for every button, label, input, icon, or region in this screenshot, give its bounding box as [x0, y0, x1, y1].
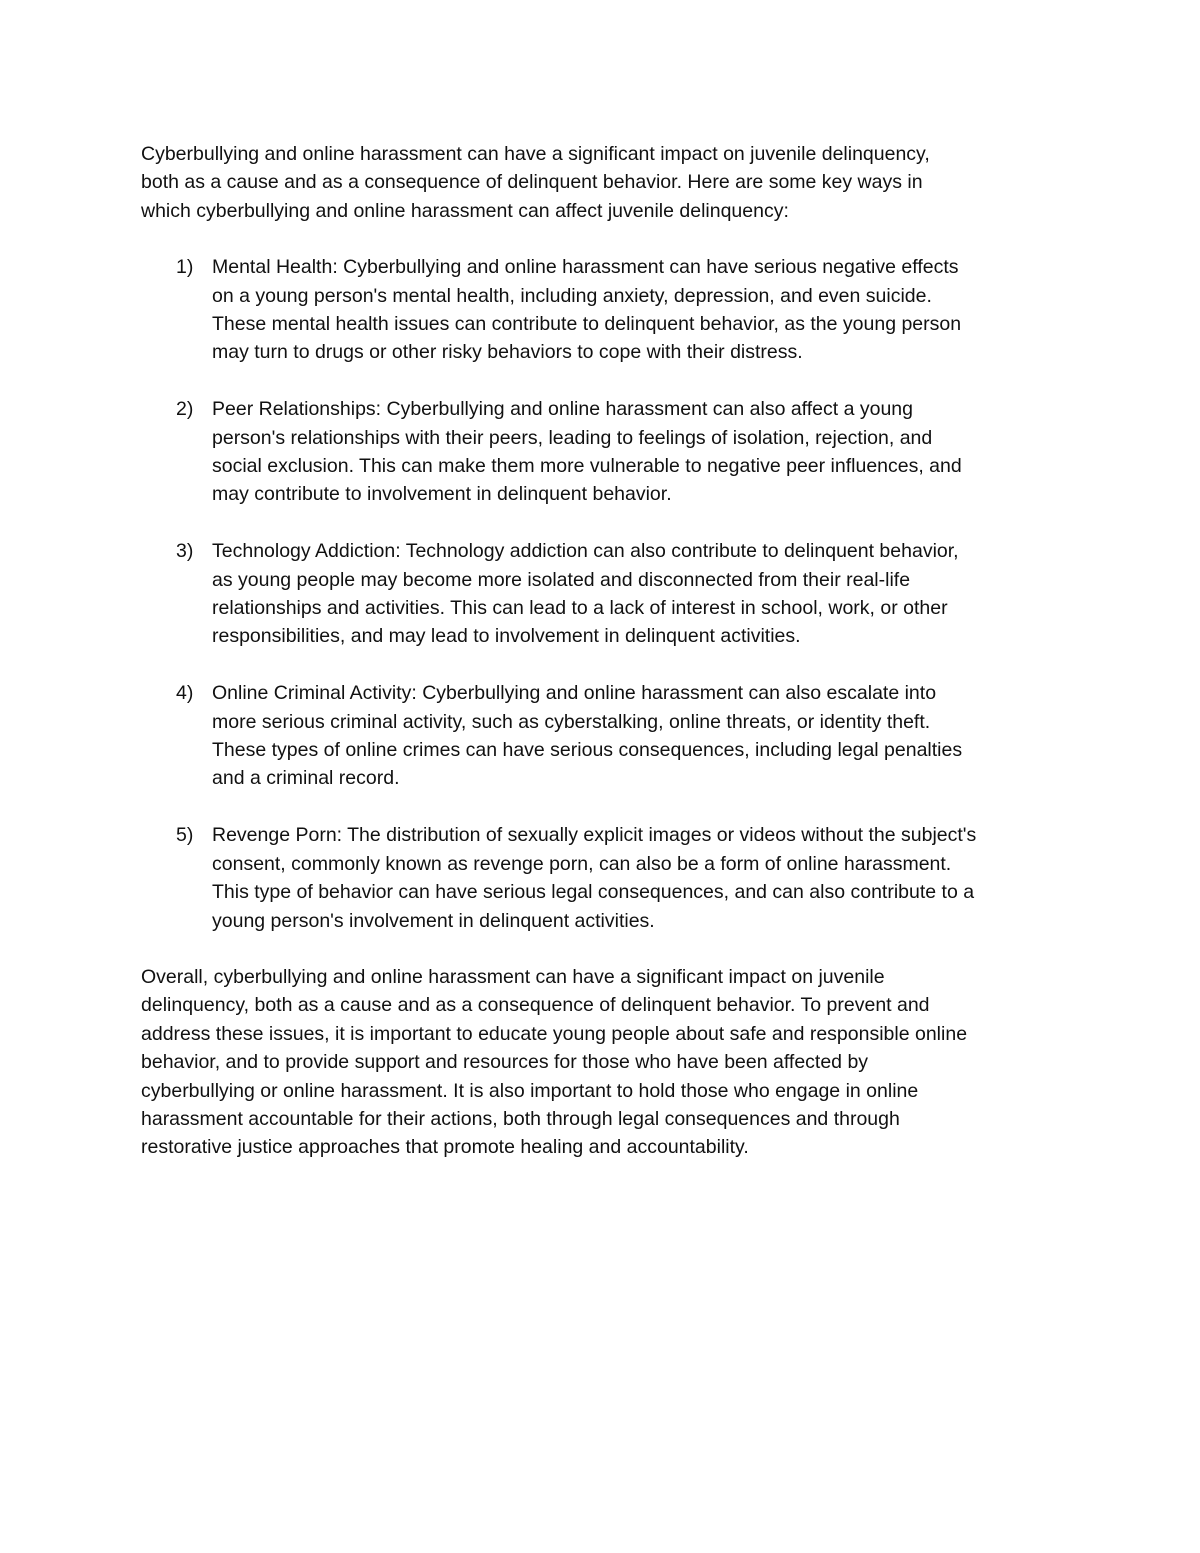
list-item-text: Online Criminal Activity: Cyberbullying and online harassment can also escalate into more serious criminal activity, such as cyberstalking, online threats, or identity theft. These types of online crimes can have serious consequences, including legal penalties and a criminal record.	[212, 682, 963, 790]
list-item-number: 2)	[176, 398, 194, 421]
list-item	[141, 395, 1061, 509]
list-item-number: 4)	[176, 682, 194, 705]
list-item-text: Technology Addiction: Technology addiction can also contribute to delinquent behavior, as young people may become more isolated and disconnected from their real-life relationships and activities. This can lead to a lack of interest in school, work, or other responsibilities, and may lead to involvement in delinquent activities.	[212, 540, 959, 648]
list-item	[141, 679, 1061, 793]
list-item-number: 3)	[176, 540, 194, 563]
intro-paragraph: Cyberbullying and online harassment can have a significant impact on juvenile delinquency, both as a cause and as a consequence of delinquent behavior. Here are some key ways in which cyberbullying and online harassment can affect juvenile delinquency:	[141, 143, 930, 222]
key-ways-list	[141, 253, 1061, 935]
list-item-text: Peer Relationships: Cyberbullying and online harassment can also affect a young person's relationships with their peers, leading to feelings of isolation, rejection, and social exclusion. This can make them more vulnerable to negative peer influences, and may contribute to involvement in delinquent behavior.	[212, 398, 962, 506]
list-item	[141, 253, 1061, 367]
list-item-text: Mental Health: Cyberbullying and online harassment can have serious negative effects on a young person's mental health, including anxiety, depression, and even suicide. These mental health issues can contribute to delinquent behavior, as the young person may turn to drugs or other risky behaviors to cope with their distress.	[212, 256, 962, 364]
list-item-number: 1)	[176, 256, 194, 279]
list-item-number: 5)	[176, 824, 194, 847]
conclusion-paragraph: Overall, cyberbullying and online harassment can have a significant impact on juvenile delinquency, both as a cause and as a consequence of delinquent behavior. To prevent and address these issues, it is important to educate young people about safe and responsible online behavior, and to provide support and resources for those who have been affected by cyberbullying or online harassment. It is also important to hold those who engage in online harassment accountable for their actions, both through legal consequences and through restorative justice approaches that promote healing and accountability.	[141, 965, 968, 1159]
list-item	[141, 821, 1061, 935]
list-item-text: Revenge Porn: The distribution of sexually explicit images or videos without the subject's consent, commonly known as revenge porn, can also be a form of online harassment. This type of behavior can have serious legal consequences, and can also contribute to a young person's involvement in delinquent activities.	[212, 824, 977, 932]
document-body	[141, 140, 1061, 1162]
list-item	[141, 537, 1061, 651]
